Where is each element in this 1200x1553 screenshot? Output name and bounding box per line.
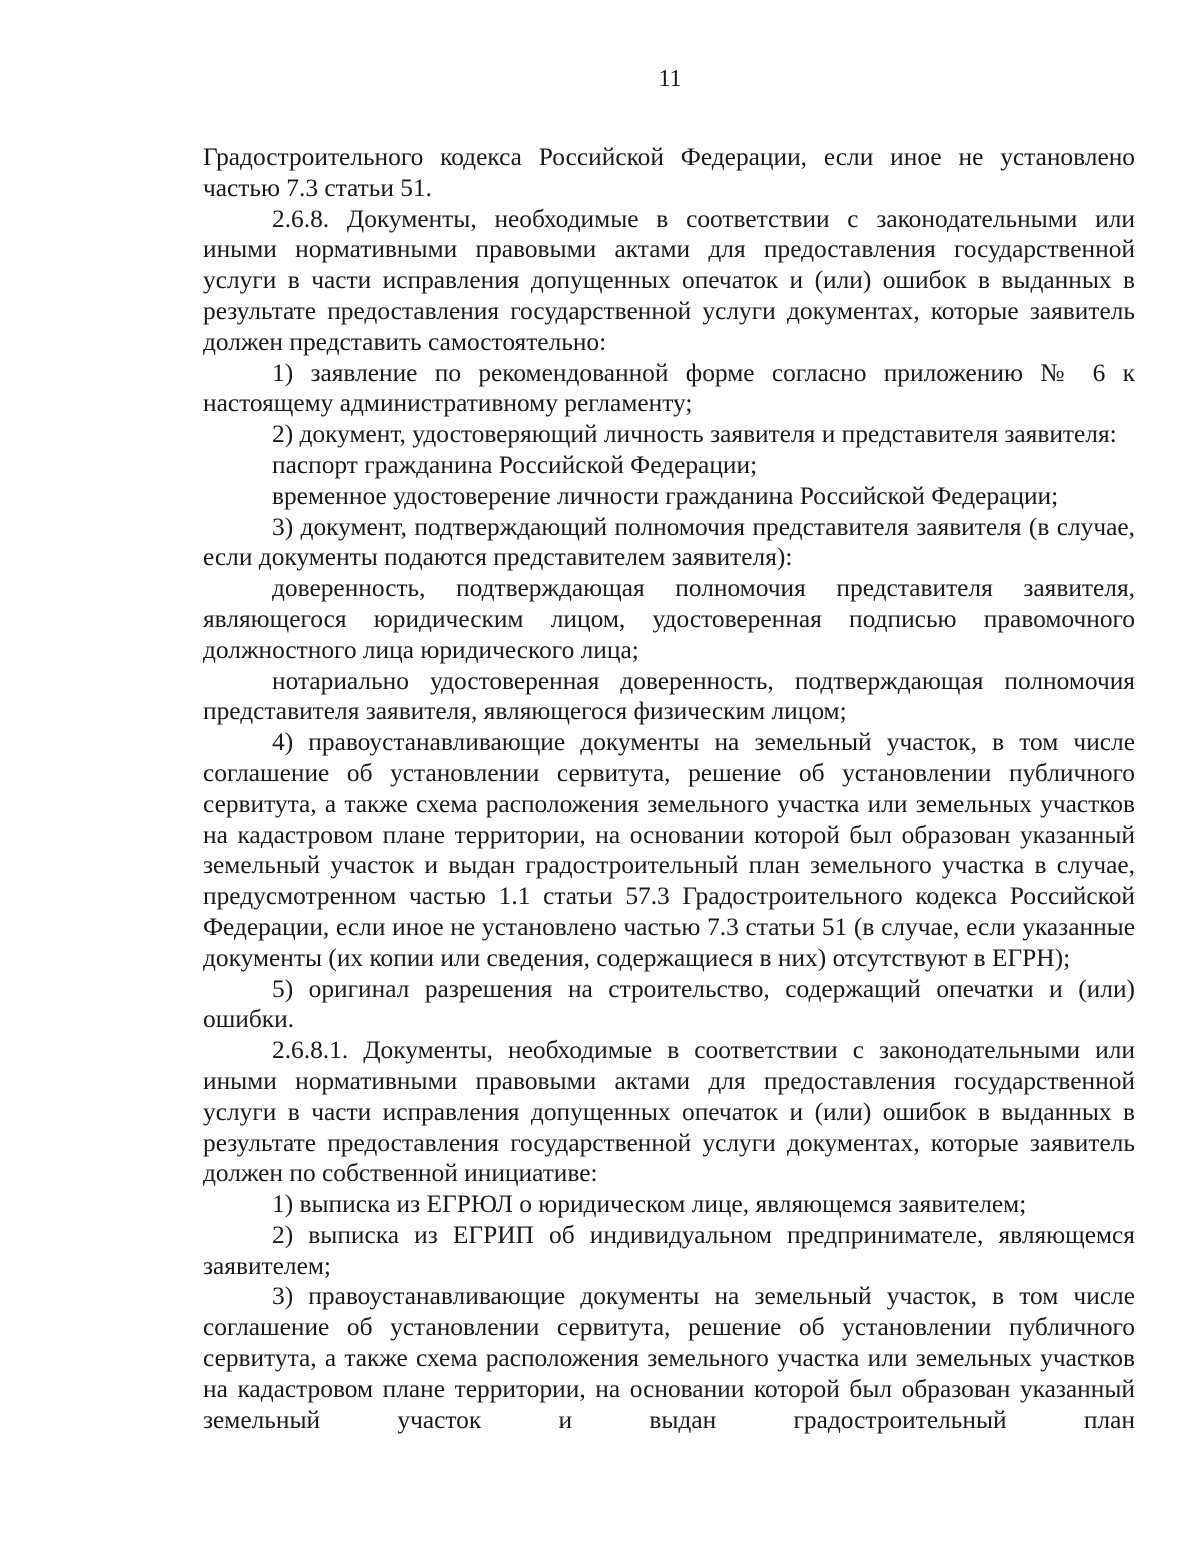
paragraph-item-3-land-documents: 3) правоустанавливающие документы на земельный участок, в том числе соглашение об установлении сервитута, решение об установлении публичного сервитута, а также схема расположения земельного участка или земельных участков на кадастровом плане территории, на основании которой был образован указанный земельный участок и выдан градостроительный план <box>203 1282 1135 1434</box>
paragraph-continuation: Градостроительного кодекса Российской Федерации, если иное не установлено частью 7.3 статьи 51. <box>203 143 1135 202</box>
paragraph-item-1-egrul-extract: 1) выписка из ЕГРЮЛ о юридическом лице, являющемся заявителем; <box>272 1190 1027 1219</box>
paragraph-2-6-8-1: 2.6.8.1. Документы, необходимые в соответствии с законодательными или иными нормативными правовыми актами для предоставления государственной услуги в части исправления допущенных опечаток и (или) ошибок в выданных в результате предоставления государственной услуги документах, которые заявитель должен по собственной инициативе: <box>203 1036 1135 1188</box>
paragraph-item-3-authority-document: 3) документ, подтверждающий полномочия представителя заявителя (в случае, если документы подаются представителем заявителя): <box>203 512 1135 572</box>
paragraph-passport: паспорт гражданина Российской Федерации; <box>272 450 758 479</box>
paragraph-power-of-attorney-notarial: нотариально удостоверенная доверенность, подтверждающая полномочия представителя заявителя, являющегося физическим лицом; <box>203 666 1135 726</box>
paragraph-item-1-application: 1) заявление по рекомендованной форме согласно приложению № 6 к настоящему административному регламенту; <box>203 358 1135 418</box>
paragraph-temporary-id: временное удостоверение личности гражданина Российской Федерации; <box>272 481 1059 510</box>
paragraph-2-6-8: 2.6.8. Документы, необходимые в соответствии с законодательными или иными нормативными правовыми актами для предоставления государственной услуги в части исправления допущенных опечаток и (или) ошибок в выданных в результате предоставления государственной услуги документах, которые заявитель должен представить самостоятельно: <box>203 204 1135 356</box>
paragraph-item-5-original-permit: 5) оригинал разрешения на строительство, содержащий опечатки и (или) ошибки. <box>203 974 1135 1034</box>
page-number: 11 <box>658 66 682 92</box>
paragraph-item-2-egrip-extract: 2) выписка из ЕГРИП об индивидуальном предпринимателе, являющемся заявителем; <box>203 1220 1135 1280</box>
paragraph-item-4-land-documents: 4) правоустанавливающие документы на земельный участок, в том числе соглашение об установлении сервитута, решение об установлении публичного сервитута, а также схема расположения земельного участка или земельных участков на кадастровом плане территории, на основании которой был образован указанный земельный участок и выдан градостроительный план земельного участка в случае, предусмотренном частью 1.1 статьи 57.3 Градостроительного кодекса Российской Федерации, если иное не установлено частью 7.3 статьи 51 (в случае, если указанные документы (их копии или сведения, содержащиеся в них) отсутствуют в ЕГРН); <box>203 728 1135 972</box>
paragraph-power-of-attorney-legal: доверенность, подтверждающая полномочия представителя заявителя, являющегося юридическим лицом, удостоверенная подписью правомочного должностного лица юридического лица; <box>203 574 1135 664</box>
paragraph-item-2-identity-document: 2) документ, удостоверяющий личность заявителя и представителя заявителя: <box>272 420 1117 449</box>
document-body <box>203 142 1135 1435</box>
